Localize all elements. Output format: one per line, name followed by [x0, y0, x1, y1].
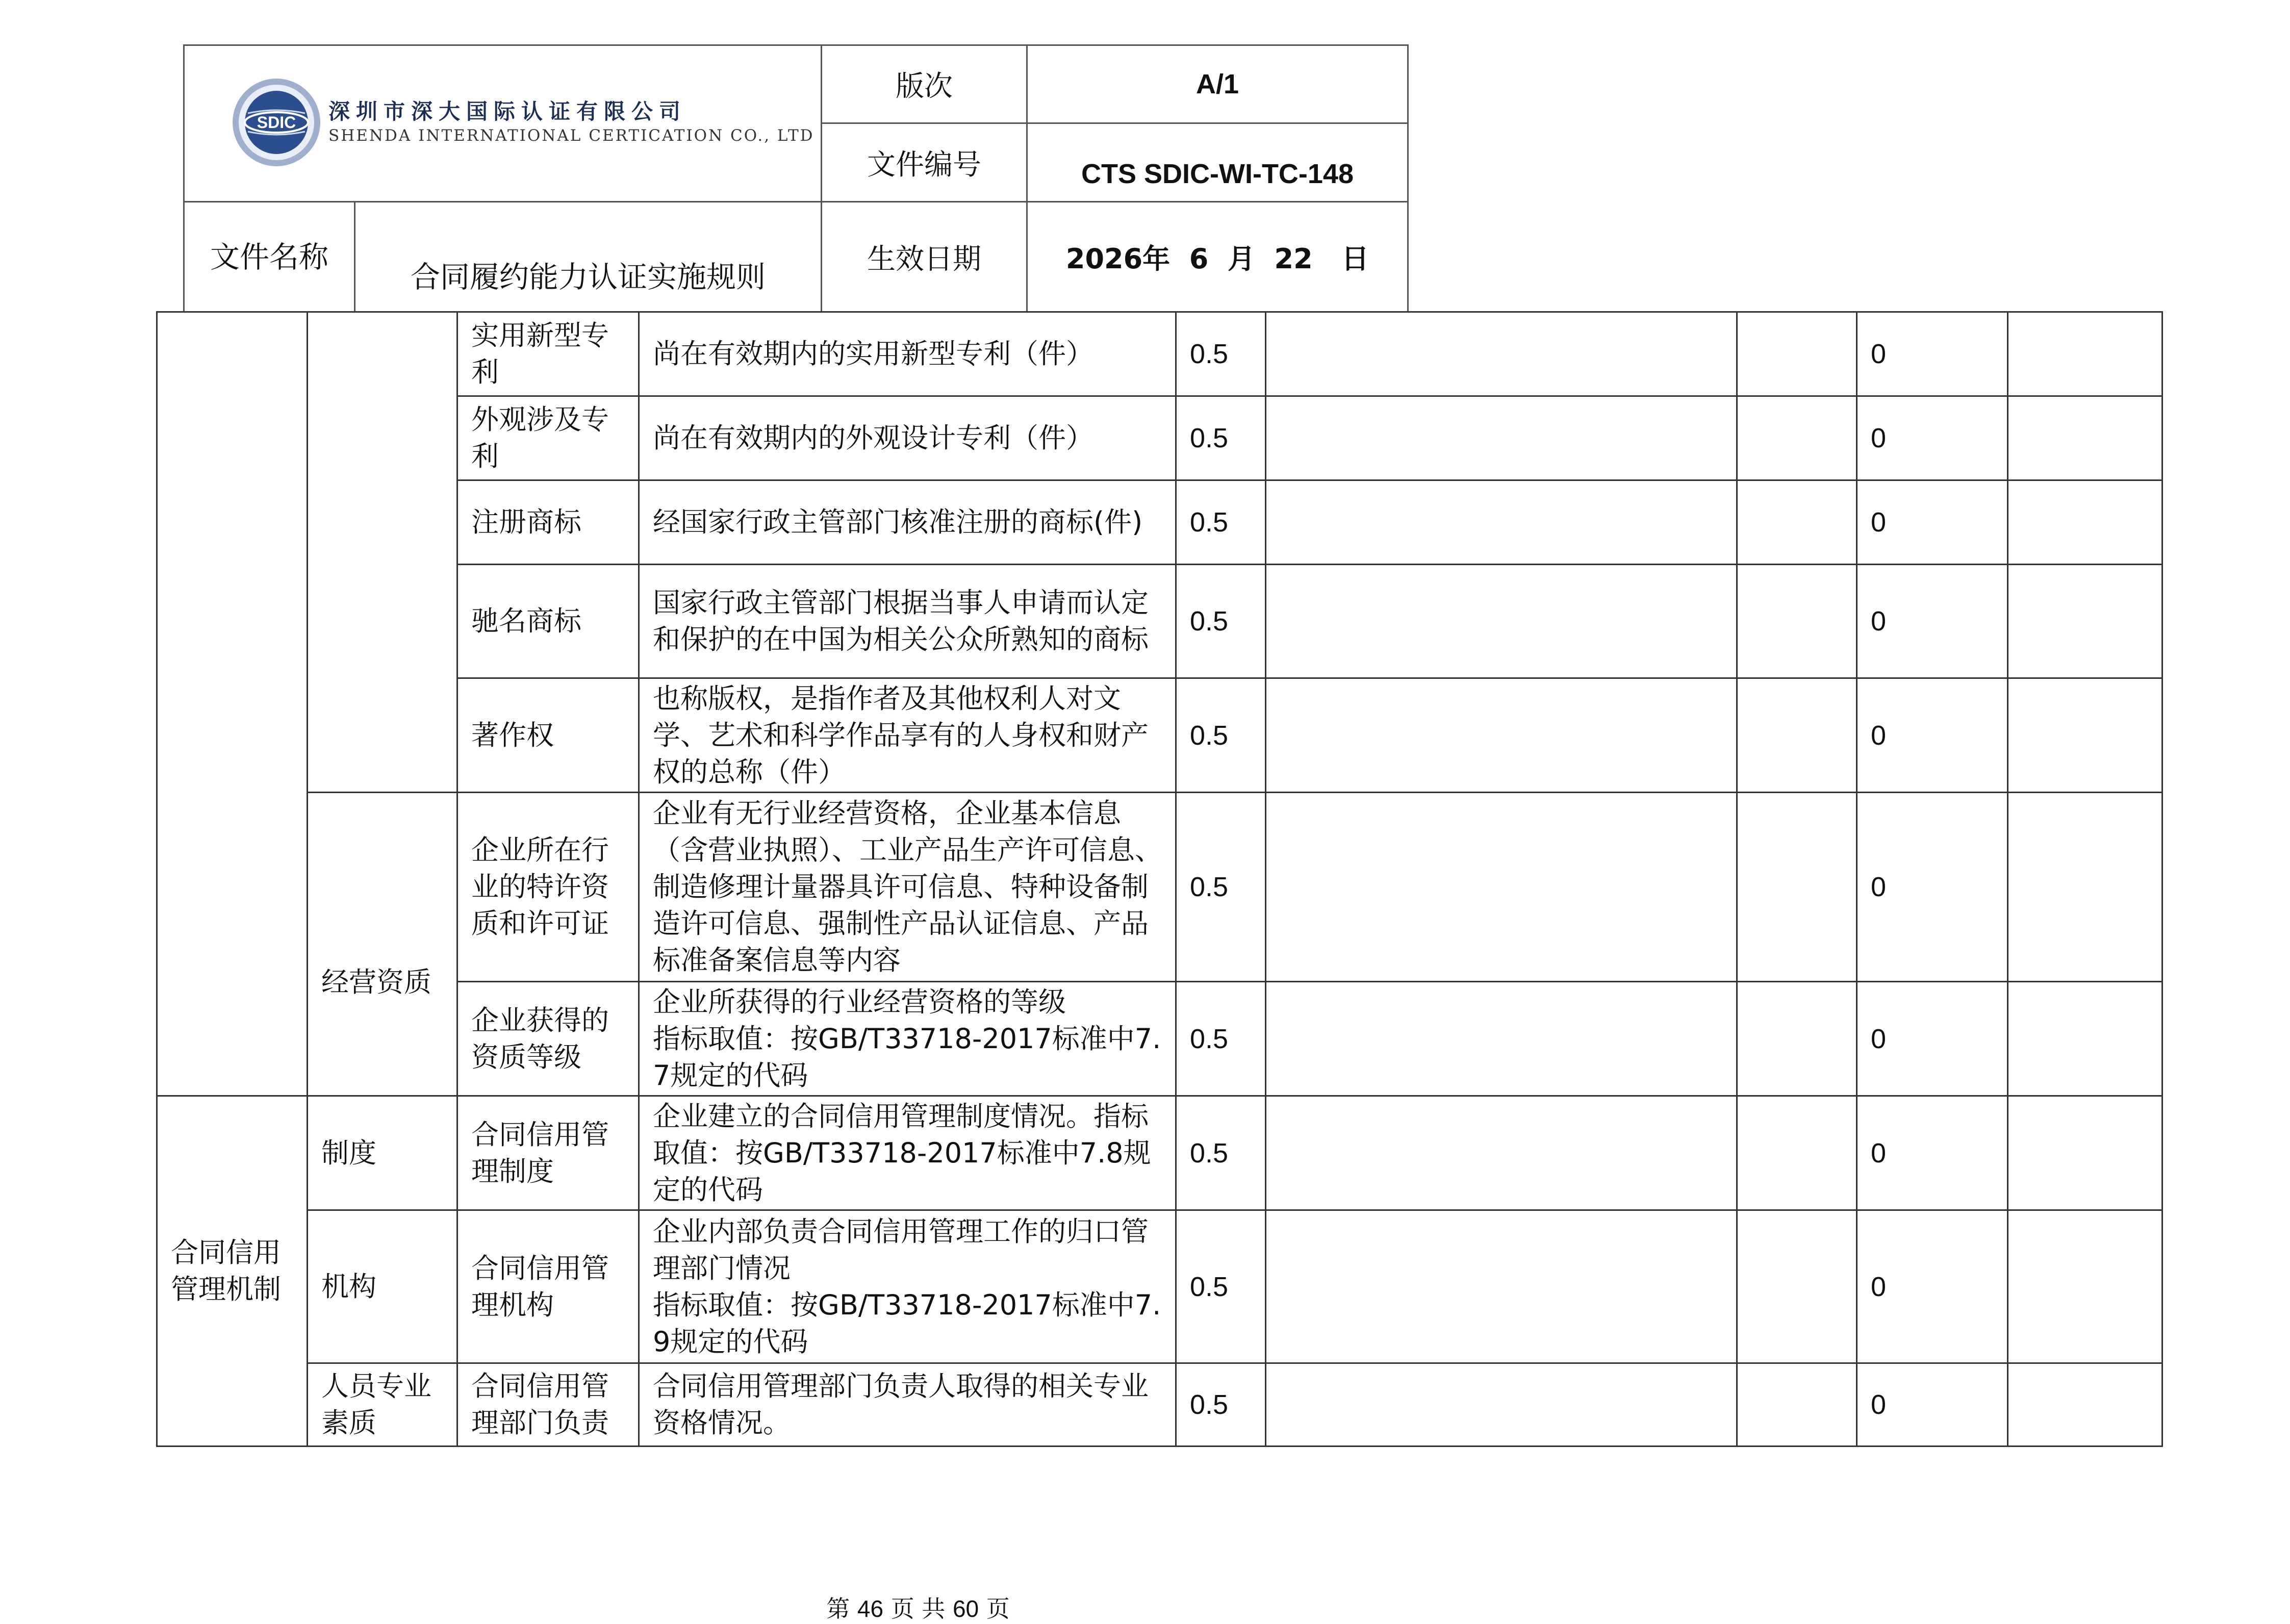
blank-cell — [1737, 312, 1857, 396]
blank-cell — [2008, 480, 2162, 565]
indicator-description: 尚在有效期内的实用新型专利（件） — [639, 312, 1176, 396]
blank-cell — [1266, 1096, 1737, 1210]
indicator-description: 企业有无行业经营资格，企业基本信息（含营业执照）、工业产品生产许可信息、制造修理计量器具许可信息、特种设备制造许可信息、强制性产品认证信息、产品标准备案信息等内容 — [639, 793, 1176, 982]
indicator-score: 0 — [1857, 1210, 2008, 1363]
blank-cell — [1737, 793, 1857, 982]
indicator-weight: 0.5 — [1176, 982, 1266, 1096]
blank-cell — [1266, 793, 1737, 982]
subcategory-cell-continued — [308, 312, 457, 793]
indicator-score: 0 — [1857, 396, 2008, 480]
document-header — [183, 44, 1409, 313]
indicator-description: 也称版权，是指作者及其他权利人对文学、艺术和科学作品享有的人身权和财产权的总称（件） — [639, 678, 1176, 793]
indicator-score: 0 — [1857, 312, 2008, 396]
page-footer — [0, 1590, 1836, 1624]
blank-cell — [2008, 1363, 2162, 1447]
indicator-name: 外观涉及专利 — [457, 396, 639, 480]
blank-cell — [1737, 396, 1857, 480]
company-logo — [185, 46, 821, 201]
version-value: A/1 — [1027, 45, 1408, 123]
indicator-name: 企业获得的资质等级 — [457, 982, 639, 1096]
blank-cell — [2008, 678, 2162, 793]
subcategory-business-qualification: 经营资质 — [308, 793, 457, 1096]
blank-cell — [2008, 565, 2162, 678]
indicator-table — [156, 311, 2163, 1447]
indicator-score: 0 — [1857, 480, 2008, 565]
company-name-cn: 深圳市深大国际认证有限公司 — [328, 99, 687, 124]
footer-suffix: 页 — [986, 1595, 1010, 1622]
indicator-name: 合同信用管理部门负责 — [457, 1363, 639, 1447]
table-row — [157, 982, 2162, 1096]
indicator-score: 0 — [1857, 678, 2008, 793]
company-logo-cell — [184, 45, 822, 202]
indicator-name: 实用新型专利 — [457, 312, 639, 396]
table-row — [157, 480, 2162, 565]
indicator-description: 企业内部负责合同信用管理工作的归口管理部门情况 指标取值：按GB/T33718-2017标准中7.9规定的代码 — [639, 1210, 1176, 1363]
indicator-description: 尚在有效期内的外观设计专利（件） — [639, 396, 1176, 480]
blank-cell — [1266, 678, 1737, 793]
blank-cell — [2008, 982, 2162, 1096]
indicator-weight: 0.5 — [1176, 1096, 1266, 1210]
current-page-number: 46 — [857, 1595, 884, 1622]
category-contract-credit-management: 合同信用管理机制 — [157, 1096, 308, 1447]
indicator-name: 合同信用管理制度 — [457, 1096, 639, 1210]
indicator-description: 经国家行政主管部门核准注册的商标(件) — [639, 480, 1176, 565]
table-row — [157, 1096, 2162, 1210]
indicator-weight: 0.5 — [1176, 480, 1266, 565]
blank-cell — [1266, 1210, 1737, 1363]
indicator-score: 0 — [1857, 982, 2008, 1096]
indicator-score: 0 — [1857, 565, 2008, 678]
indicator-score: 0 — [1857, 793, 2008, 982]
blank-cell — [2008, 1210, 2162, 1363]
table-row — [157, 312, 2162, 396]
indicator-weight: 0.5 — [1176, 793, 1266, 982]
indicator-weight: 0.5 — [1176, 678, 1266, 793]
blank-cell — [2008, 396, 2162, 480]
subcategory-name: 机构 — [308, 1210, 457, 1363]
blank-cell — [1737, 1363, 1857, 1447]
total-page-count: 60 — [952, 1595, 979, 1622]
table-row — [157, 678, 2162, 793]
blank-cell — [1266, 396, 1737, 480]
indicator-description: 国家行政主管部门根据当事人申请而认定和保护的在中国为相关公众所熟知的商标 — [639, 565, 1176, 678]
indicator-name: 驰名商标 — [457, 565, 639, 678]
effective-date-value: 2026年 6 月 22 日 — [1027, 202, 1408, 312]
subcategory-name: 人员专业素质 — [308, 1363, 457, 1447]
subcategory-name: 制度 — [308, 1096, 457, 1210]
footer-prefix: 第 — [826, 1595, 850, 1622]
indicator-description: 企业所获得的行业经营资格的等级 指标取值：按GB/T33718-2017标准中7.7规定的代码 — [639, 982, 1176, 1096]
indicator-weight: 0.5 — [1176, 1210, 1266, 1363]
indicator-weight: 0.5 — [1176, 565, 1266, 678]
indicator-score: 0 — [1857, 1096, 2008, 1210]
blank-cell — [1266, 982, 1737, 1096]
company-name-en: SHENDA INTERNATIONAL CERTICATION CO., LTD — [328, 126, 815, 145]
category-cell-continued — [157, 312, 308, 1096]
doc-number-label: 文件编号 — [822, 123, 1027, 202]
blank-cell — [1737, 678, 1857, 793]
indicator-weight: 0.5 — [1176, 1363, 1266, 1447]
indicator-score: 0 — [1857, 1363, 2008, 1447]
blank-cell — [1266, 565, 1737, 678]
blank-cell — [1737, 1096, 1857, 1210]
table-row — [157, 793, 2162, 982]
table-row — [157, 1363, 2162, 1447]
logo-text: SDIC — [257, 113, 296, 132]
indicator-weight: 0.5 — [1176, 396, 1266, 480]
blank-cell — [1737, 480, 1857, 565]
indicator-weight: 0.5 — [1176, 312, 1266, 396]
indicator-name: 企业所在行业的特许资质和许可证 — [457, 793, 639, 982]
effective-date-label: 生效日期 — [822, 202, 1027, 312]
indicator-name: 注册商标 — [457, 480, 639, 565]
table-row — [157, 1210, 2162, 1363]
blank-cell — [1737, 982, 1857, 1096]
indicator-description: 合同信用管理部门负责人取得的相关专业资格情况。 — [639, 1363, 1176, 1447]
blank-cell — [1737, 1210, 1857, 1363]
footer-middle: 页 共 — [890, 1595, 946, 1622]
blank-cell — [2008, 793, 2162, 982]
blank-cell — [1266, 1363, 1737, 1447]
blank-cell — [1266, 312, 1737, 396]
table-row — [157, 396, 2162, 480]
company-seal-icon — [231, 77, 322, 168]
doc-number-value: CTS SDIC-WI-TC-148 — [1027, 123, 1408, 202]
table-row — [157, 565, 2162, 678]
blank-cell — [2008, 312, 2162, 396]
blank-cell — [1737, 565, 1857, 678]
indicator-description: 企业建立的合同信用管理制度情况。指标取值：按GB/T33718-2017标准中7.8规定的代码 — [639, 1096, 1176, 1210]
version-label: 版次 — [822, 45, 1027, 123]
blank-cell — [1266, 480, 1737, 565]
indicator-name: 合同信用管理机构 — [457, 1210, 639, 1363]
doc-name-value: 合同履约能力认证实施规则 — [355, 202, 822, 312]
indicator-name: 著作权 — [457, 678, 639, 793]
blank-cell — [2008, 1096, 2162, 1210]
doc-name-label: 文件名称 — [184, 202, 355, 312]
